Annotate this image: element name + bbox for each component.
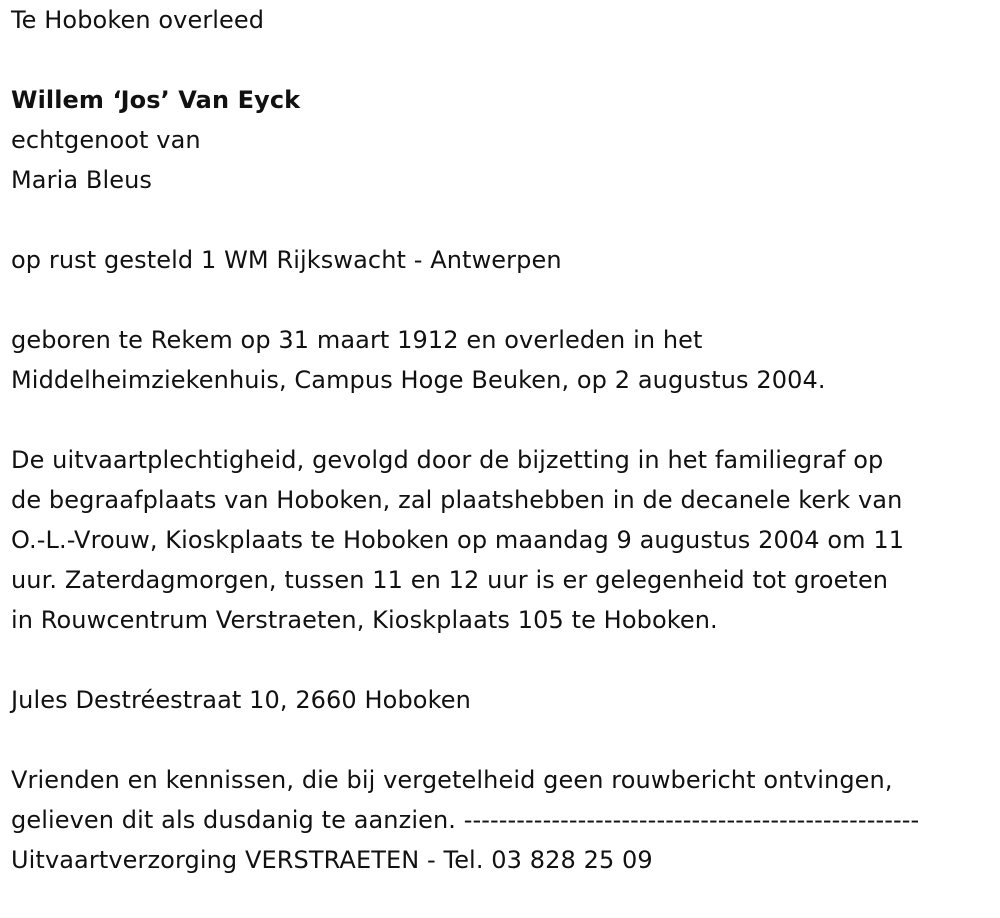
address-line: Jules Destréestraat 10, 2660 Hoboken [11, 686, 471, 714]
ceremony-line-3: O.-L.-Vrouw, Kioskplaats te Hoboken op maandag 9 augustus 2004 om 11 [11, 526, 905, 554]
spacer [11, 200, 991, 240]
undertaker-line: Uitvaartverzorging VERSTRAETEN - Tel. 03 828 25 09 [11, 846, 653, 874]
spacer [11, 40, 991, 80]
intro-line: Te Hoboken overleed [11, 6, 265, 34]
spacer [11, 640, 991, 680]
spacer [11, 400, 991, 440]
spacer [11, 720, 991, 760]
birth-death-line-1: geboren te Rekem op 31 maart 1912 en overleden in het [11, 326, 703, 354]
ceremony-line-2: de begraafplaats van Hoboken, zal plaatshebben in de decanele kerk van [11, 486, 903, 514]
ceremony-paragraph [11, 440, 991, 640]
friends-paragraph [11, 760, 991, 880]
friends-line-2: gelieven dit als dusdanig te aanzien. ---------------------------------------------------- [11, 806, 920, 834]
ceremony-line-1: De uitvaartplechtigheid, gevolgd door de bijzetting in het familiegraf op [11, 446, 884, 474]
deceased-name: Willem ‘Jos’ Van Eyck [11, 86, 301, 114]
spouse-label: echtgenoot van [11, 126, 201, 154]
retired-text [11, 240, 991, 280]
retired-line: op rust gesteld 1 WM Rijkswacht - Antwerpen [11, 246, 562, 274]
spacer [11, 280, 991, 320]
spouse-name: Maria Bleus [11, 166, 152, 194]
ceremony-line-4: uur. Zaterdagmorgen, tussen 11 en 12 uur is er gelegenheid tot groeten [11, 566, 889, 594]
ceremony-line-5: in Rouwcentrum Verstraeten, Kioskplaats 105 te Hoboken. [11, 606, 718, 634]
friends-line-1: Vrienden en kennissen, die bij vergetelheid geen rouwbericht ontvingen, [11, 766, 893, 794]
address-text [11, 680, 991, 720]
obituary-document [11, 0, 991, 880]
intro-text [11, 0, 991, 40]
birth-death-paragraph [11, 320, 991, 400]
deceased-block [11, 80, 991, 200]
birth-death-line-2: Middelheimziekenhuis, Campus Hoge Beuken, op 2 augustus 2004. [11, 366, 826, 394]
